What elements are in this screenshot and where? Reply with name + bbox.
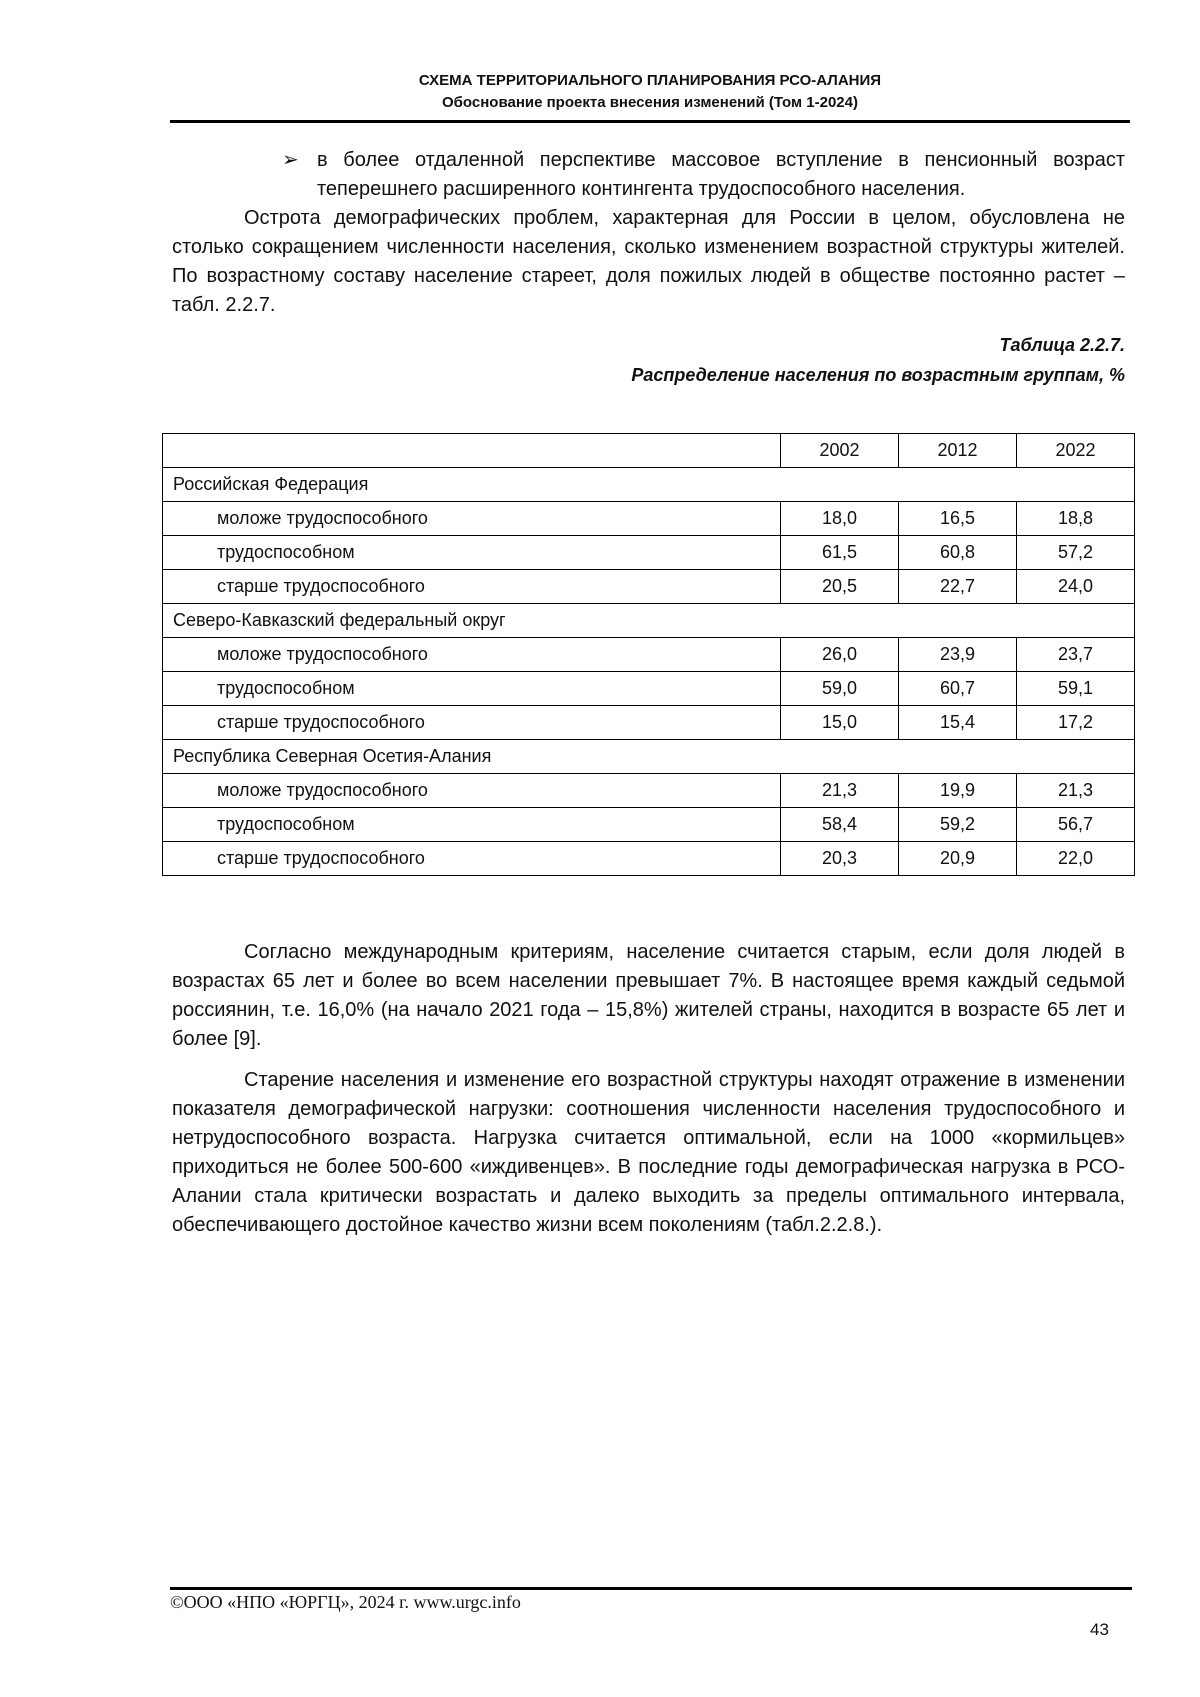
group-row — [163, 604, 1135, 638]
value-cell: 20,5 — [781, 570, 899, 604]
table-row — [163, 638, 1135, 672]
row-label: старше трудоспособного — [163, 842, 781, 876]
footer-copyright: ©ООО «НПО «ЮРГЦ», 2024 г. www.urgc.info — [170, 1592, 521, 1612]
table-header-row — [163, 434, 1135, 468]
header-divider — [170, 120, 1130, 123]
value-cell: 18,0 — [781, 502, 899, 536]
row-label: трудоспособном — [163, 808, 781, 842]
value-cell: 60,7 — [899, 672, 1017, 706]
year-header-cell: 2022 — [1017, 434, 1135, 468]
row-label: трудоспособном — [163, 672, 781, 706]
bullet-text: в более отдаленной перспективе массовое вступление в пенсионный возраст теперешнего расширенного контингента трудоспособного населения. — [317, 149, 1125, 200]
value-cell: 60,8 — [899, 536, 1017, 570]
value-cell: 21,3 — [1017, 774, 1135, 808]
table-caption — [172, 330, 1125, 390]
table-row — [163, 706, 1135, 740]
value-cell: 17,2 — [1017, 706, 1135, 740]
page-header — [170, 70, 1130, 114]
page-number: 43 — [1090, 1620, 1109, 1639]
paragraph-1: Острота демографических проблем, характерная для России в целом, обусловлена не столько сокращением численности населения, сколько изменением возрастной структуры жителей. По возрастному составу население стареет, доля пожилых людей в обществе постоянно растет – табл. 2.2.7. — [172, 207, 1125, 316]
group-name: Республика Северная Осетия-Алания — [163, 740, 1135, 774]
group-row — [163, 740, 1135, 774]
table-row — [163, 672, 1135, 706]
value-cell: 22,0 — [1017, 842, 1135, 876]
value-cell: 16,5 — [899, 502, 1017, 536]
table-number: Таблица 2.2.7. — [999, 335, 1125, 355]
value-cell: 15,0 — [781, 706, 899, 740]
value-cell: 59,2 — [899, 808, 1017, 842]
table-row — [163, 570, 1135, 604]
value-cell: 23,7 — [1017, 638, 1135, 672]
footer-divider — [170, 1587, 1132, 1590]
value-cell: 18,8 — [1017, 502, 1135, 536]
value-cell: 59,1 — [1017, 672, 1135, 706]
row-label: моложе трудоспособного — [163, 502, 781, 536]
value-cell: 20,9 — [899, 842, 1017, 876]
table-title: Распределение населения по возрастным группам, % — [631, 365, 1125, 385]
header-subtitle: Обоснование проекта внесения изменений (Том 1-2024) — [442, 94, 858, 111]
value-cell: 15,4 — [899, 706, 1017, 740]
year-header-cell: 2012 — [899, 434, 1017, 468]
row-label: трудоспособном — [163, 536, 781, 570]
row-label: моложе трудоспособного — [163, 638, 781, 672]
value-cell: 21,3 — [781, 774, 899, 808]
table-row — [163, 842, 1135, 876]
table-row — [163, 536, 1135, 570]
value-cell: 58,4 — [781, 808, 899, 842]
group-name: Российская Федерация — [163, 468, 1135, 502]
table-row — [163, 774, 1135, 808]
arrow-bullet-icon: ➢ — [282, 149, 299, 171]
age-distribution-table — [162, 433, 1135, 876]
paragraph-3: Старение населения и изменение его возрастной структуры находят отражение в изменении показателя демографической нагрузки: соотношения численности населения трудоспособного и нетрудоспособного возраста. Нагрузка считается оптимальной, если на 1000 «кормильцев» приходиться не более 500-600 «иждивенцев». В последние годы демографическая нагрузка в РСО-Алании стала критически возрастать и далеко выходить за пределы оптимального интервала, обеспечивающего достойное качество жизни всем поколениям (табл.2.2.8.). — [172, 1069, 1125, 1236]
row-label: старше трудоспособного — [163, 570, 781, 604]
value-cell: 19,9 — [899, 774, 1017, 808]
group-row — [163, 468, 1135, 502]
body-text-top — [172, 146, 1125, 390]
value-cell: 22,7 — [899, 570, 1017, 604]
paragraph-2: Согласно международным критериям, население считается старым, если доля людей в возрастах 65 лет и более во всем населении превышает 7%. В настоящее время каждый седьмой россиянин, т.е. 16,0% (на начало 2021 года – 15,8%) жителей страны, находится в возрасте 65 лет и более [9]. — [172, 941, 1125, 1050]
value-cell: 61,5 — [781, 536, 899, 570]
value-cell: 24,0 — [1017, 570, 1135, 604]
year-header-cell: 2002 — [781, 434, 899, 468]
header-empty-cell — [163, 434, 781, 468]
bullet-item — [172, 146, 1125, 204]
value-cell: 57,2 — [1017, 536, 1135, 570]
body-text-bottom — [172, 938, 1125, 1240]
table-row — [163, 502, 1135, 536]
value-cell: 56,7 — [1017, 808, 1135, 842]
group-name: Северо-Кавказский федеральный округ — [163, 604, 1135, 638]
row-label: старше трудоспособного — [163, 706, 781, 740]
value-cell: 26,0 — [781, 638, 899, 672]
header-title: СХЕМА ТЕРРИТОРИАЛЬНОГО ПЛАНИРОВАНИЯ РСО-АЛАНИЯ — [418, 72, 882, 89]
value-cell: 59,0 — [781, 672, 899, 706]
value-cell: 23,9 — [899, 638, 1017, 672]
table-row — [163, 808, 1135, 842]
value-cell: 20,3 — [781, 842, 899, 876]
row-label: моложе трудоспособного — [163, 774, 781, 808]
